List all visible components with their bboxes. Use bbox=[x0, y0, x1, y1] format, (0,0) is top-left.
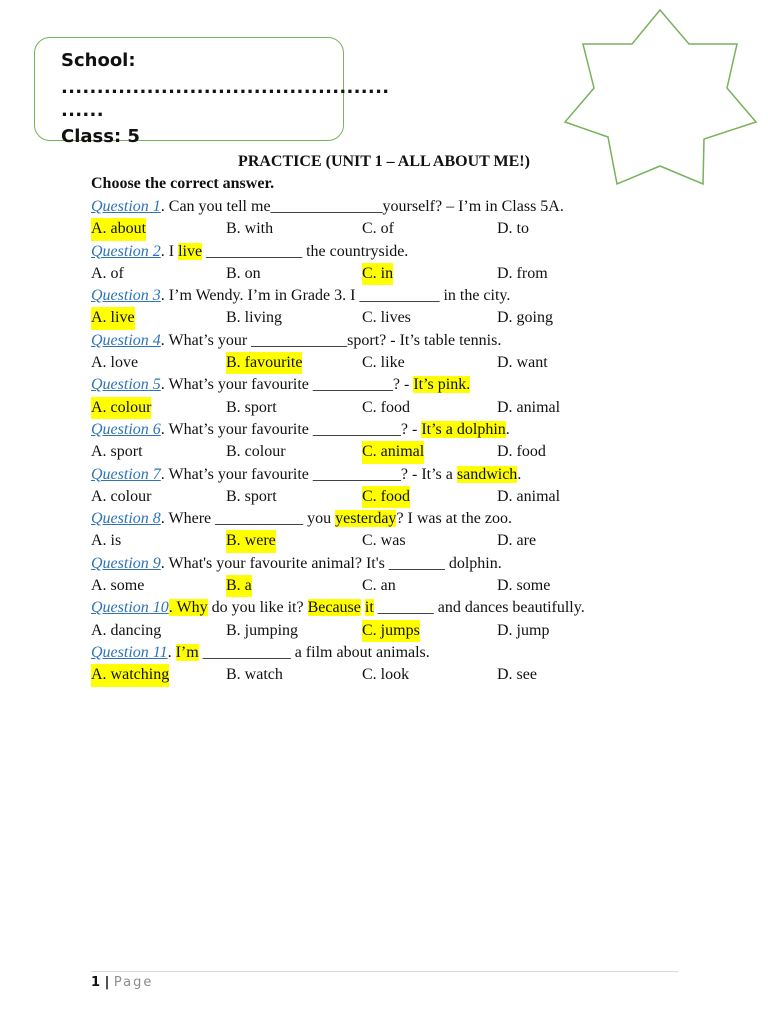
answer-option-a: A. about bbox=[91, 218, 146, 240]
question-label: Question 4 bbox=[91, 331, 161, 349]
answer-option-b: B. were bbox=[226, 530, 276, 552]
question-label: Question 2 bbox=[91, 242, 161, 260]
highlighted-text: . Why bbox=[168, 599, 208, 617]
question-label: Question 7 bbox=[91, 465, 161, 483]
answer-option-c: C. was bbox=[362, 532, 406, 550]
question-row bbox=[91, 330, 691, 352]
answer-option-b: B. watch bbox=[226, 666, 283, 684]
question-row bbox=[91, 597, 691, 619]
question-text: . I bbox=[160, 242, 179, 260]
class-label: Class: 5 bbox=[61, 126, 140, 147]
answer-option-b: B. colour bbox=[226, 443, 286, 461]
footer-divider bbox=[91, 971, 678, 972]
question-text: . Can you tell me______________yourself? – I’m in Class 5A. bbox=[160, 198, 564, 215]
answer-option-d: D. jump bbox=[497, 621, 550, 639]
highlighted-text: yesterday bbox=[335, 510, 397, 528]
highlighted-text: It’s a dolphin bbox=[421, 420, 506, 438]
answer-option-d: D. to bbox=[497, 220, 529, 238]
answer-option-d: D. from bbox=[497, 264, 548, 282]
question-label: Question 10 bbox=[91, 599, 169, 617]
answer-option-d: D. animal bbox=[497, 487, 561, 505]
question-row bbox=[91, 241, 691, 263]
answer-option-a: A. love bbox=[91, 354, 139, 372]
question-text: . What’s your favourite __________? - bbox=[160, 376, 414, 394]
answer-option-d: D. animal bbox=[497, 398, 561, 416]
answer-option-c: C. animal bbox=[362, 441, 424, 463]
page-number: 1 bbox=[91, 975, 101, 990]
answer-option-b: B. on bbox=[226, 264, 261, 282]
page-label: Page bbox=[113, 975, 154, 990]
answer-option-a: A. sport bbox=[91, 443, 143, 461]
school-dots-line: .............................................. bbox=[61, 77, 390, 98]
highlighted-text: live bbox=[178, 242, 203, 260]
highlighted-text: It’s pink. bbox=[413, 376, 471, 394]
question-row bbox=[91, 464, 691, 486]
question-label: Question 5 bbox=[91, 376, 161, 394]
answer-option-a: A. watching bbox=[91, 664, 169, 686]
answer-option-a: A. some bbox=[91, 577, 145, 595]
answer-option-d: D. see bbox=[497, 666, 537, 684]
question-row bbox=[91, 374, 691, 396]
highlighted-text: it bbox=[364, 599, 374, 617]
answer-option-a: A. dancing bbox=[91, 621, 162, 639]
question-list bbox=[91, 196, 691, 687]
answer-option-a: A. live bbox=[91, 307, 135, 329]
question-text: ___________ a film about animals. bbox=[198, 643, 430, 661]
question-text: . bbox=[517, 465, 522, 483]
question-row bbox=[91, 196, 691, 218]
options-row bbox=[91, 575, 691, 597]
question-text: ? I was at the zoo. bbox=[396, 510, 512, 528]
school-class-box bbox=[34, 37, 390, 147]
question-row bbox=[91, 419, 691, 441]
question-label: Question 8 bbox=[91, 510, 161, 528]
question-row bbox=[91, 285, 691, 307]
answer-option-a: A. colour bbox=[91, 397, 151, 419]
options-row bbox=[91, 218, 691, 240]
question-text: . What's your favourite animal? It's _______ dolphin. bbox=[160, 554, 502, 572]
options-row bbox=[91, 486, 691, 508]
answer-option-c: C. jumps bbox=[362, 620, 420, 642]
answer-option-b: B. sport bbox=[226, 398, 277, 416]
question-label: Question 11 bbox=[91, 643, 168, 661]
answer-option-b: B. jumping bbox=[226, 621, 299, 639]
answer-option-d: D. some bbox=[497, 577, 551, 595]
question-text: do you like it? bbox=[207, 599, 308, 617]
answer-option-b: B. favourite bbox=[226, 352, 302, 374]
question-row bbox=[91, 642, 691, 664]
options-row bbox=[91, 530, 691, 552]
answer-option-c: C. food bbox=[362, 398, 410, 416]
answer-option-d: D. want bbox=[497, 354, 548, 372]
answer-option-b: B. a bbox=[226, 575, 252, 597]
question-row bbox=[91, 553, 691, 575]
answer-option-c: C. look bbox=[362, 666, 410, 684]
page-title: PRACTICE (UNIT 1 – ALL ABOUT ME!) bbox=[238, 153, 530, 170]
answer-option-d: D. are bbox=[497, 532, 537, 550]
question-text: . Where ___________ you bbox=[160, 510, 336, 528]
answer-option-c: C. an bbox=[362, 577, 396, 595]
school-label: School: bbox=[61, 50, 136, 71]
answer-option-d: D. food bbox=[497, 443, 546, 461]
answer-option-c: C. of bbox=[362, 220, 394, 238]
question-label: Question 3 bbox=[91, 287, 161, 305]
page-footer bbox=[91, 975, 153, 990]
question-text: . bbox=[505, 420, 510, 438]
options-row bbox=[91, 397, 691, 419]
question-text: . bbox=[167, 643, 176, 661]
answer-option-b: B. with bbox=[226, 220, 274, 238]
question-text: . What’s your ____________sport? - It’s table tennis. bbox=[160, 331, 502, 349]
school-dots-line-2: ...... bbox=[61, 100, 104, 121]
highlighted-text: sandwich bbox=[456, 465, 518, 483]
question-text: . I’m Wendy. I’m in Grade 3. I __________ in the city. bbox=[160, 287, 511, 305]
instruction: Choose the correct answer. bbox=[91, 175, 275, 192]
highlighted-text: Because bbox=[307, 599, 361, 617]
options-row bbox=[91, 263, 691, 285]
answer-option-c: C. like bbox=[362, 354, 405, 372]
question-text: _______ and dances beautifully. bbox=[373, 599, 585, 617]
options-row bbox=[91, 620, 691, 642]
question-label: Question 6 bbox=[91, 420, 161, 438]
footer-separator: | bbox=[100, 975, 114, 990]
answer-option-a: A. is bbox=[91, 532, 122, 550]
answer-option-d: D. going bbox=[497, 309, 553, 327]
answer-option-c: C. in bbox=[362, 263, 393, 285]
answer-option-b: B. living bbox=[226, 309, 283, 327]
answer-option-a: A. of bbox=[91, 264, 124, 282]
question-text: . What’s your favourite ___________? - bbox=[160, 420, 422, 438]
question-text: . What’s your favourite ___________? - It’s a bbox=[160, 465, 457, 483]
options-row bbox=[91, 352, 691, 374]
question-label: Question 9 bbox=[91, 554, 161, 572]
question-label: Question 1 bbox=[91, 198, 161, 215]
answer-option-c: C. lives bbox=[362, 309, 411, 327]
question-row bbox=[91, 508, 691, 530]
answer-option-c: C. food bbox=[362, 486, 410, 508]
options-row bbox=[91, 307, 691, 329]
answer-option-a: A. colour bbox=[91, 487, 152, 505]
question-text: ____________ the countryside. bbox=[202, 242, 409, 260]
answer-option-b: B. sport bbox=[226, 487, 277, 505]
highlighted-text: I’m bbox=[175, 643, 199, 661]
options-row bbox=[91, 441, 691, 463]
options-row bbox=[91, 664, 691, 686]
